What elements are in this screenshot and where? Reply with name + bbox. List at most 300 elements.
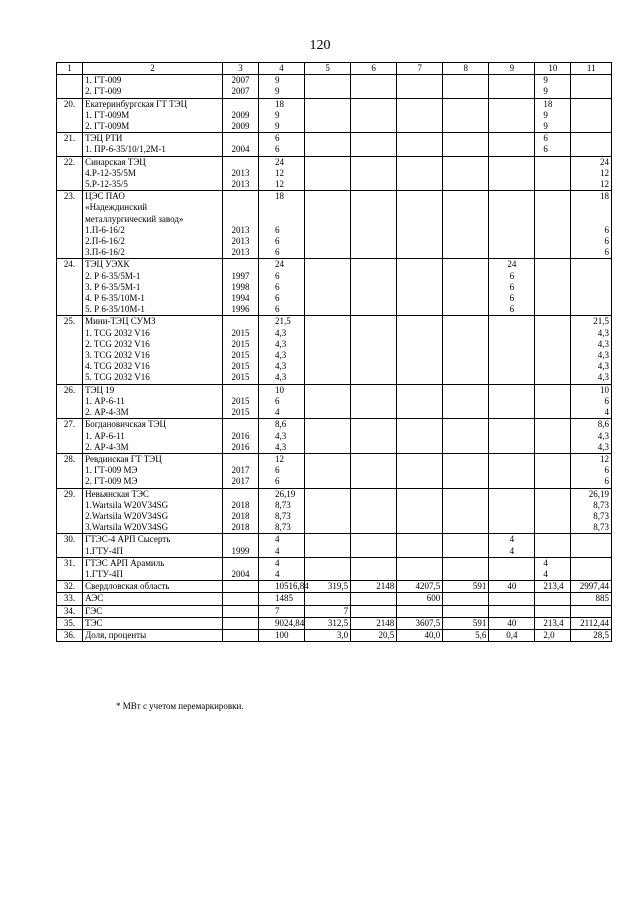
table-cell xyxy=(489,384,535,396)
table-cell: 885 xyxy=(571,593,612,605)
table-cell xyxy=(222,605,258,617)
table-cell xyxy=(57,168,83,179)
table-cell xyxy=(443,557,489,569)
table-cell: 2.Wartsila W20V34SG xyxy=(83,511,223,522)
table-cell: ТЭС xyxy=(83,617,223,629)
table-row xyxy=(57,271,612,282)
table-cell xyxy=(489,407,535,419)
table-cell: 2013 xyxy=(222,225,258,236)
table-row xyxy=(57,110,612,121)
table-cell xyxy=(305,191,351,203)
table-cell xyxy=(397,191,443,203)
table-cell xyxy=(305,156,351,168)
table-cell: 12 xyxy=(571,168,612,179)
table-cell: 100 xyxy=(259,629,305,641)
table-cell xyxy=(305,350,351,361)
table-cell: Мини-ТЭЦ СУМЗ xyxy=(83,316,223,328)
table-cell xyxy=(351,304,397,316)
table-cell xyxy=(305,133,351,145)
table-cell: 18 xyxy=(259,98,305,110)
table-cell xyxy=(571,605,612,617)
table-cell xyxy=(351,144,397,156)
table-cell xyxy=(443,282,489,293)
table-cell xyxy=(57,328,83,339)
table-cell xyxy=(305,86,351,98)
table-cell xyxy=(443,605,489,617)
table-cell xyxy=(443,546,489,558)
table-cell: 1994 xyxy=(222,293,258,304)
table-cell: 4,3 xyxy=(571,328,612,339)
table-cell: 2018 xyxy=(222,522,258,534)
table-row xyxy=(57,605,612,617)
table-cell xyxy=(443,419,489,431)
table-cell: 2015 xyxy=(222,339,258,350)
table-cell xyxy=(351,465,397,476)
table-cell: 2.П-6-16/2 xyxy=(83,236,223,247)
table-cell xyxy=(222,133,258,145)
table-cell xyxy=(489,522,535,534)
table-cell xyxy=(397,168,443,179)
table-row xyxy=(57,86,612,98)
table-cell xyxy=(351,396,397,407)
table-cell: 6 xyxy=(259,476,305,488)
table-cell xyxy=(222,593,258,605)
table-cell: Доля, проценты xyxy=(83,629,223,641)
table-cell: 2013 xyxy=(222,236,258,247)
table-cell xyxy=(443,179,489,191)
table-cell xyxy=(397,476,443,488)
table-cell xyxy=(57,372,83,384)
table-cell: 10 xyxy=(259,384,305,396)
table-cell xyxy=(351,488,397,500)
table-cell: 6 xyxy=(259,225,305,236)
table-cell xyxy=(57,465,83,476)
table-cell: 23. xyxy=(57,191,83,203)
table-cell xyxy=(443,271,489,282)
table-cell xyxy=(397,179,443,191)
table-cell: 8,73 xyxy=(571,522,612,534)
table-cell: ГТЭС АРП Арамиль xyxy=(83,557,223,569)
table-cell xyxy=(571,86,612,98)
table-cell: 6 xyxy=(571,476,612,488)
table-cell xyxy=(443,247,489,259)
table-cell xyxy=(222,617,258,629)
table-cell xyxy=(571,144,612,156)
table-cell: 1999 xyxy=(222,546,258,558)
table-cell: 5. Р 6-35/10М-1 xyxy=(83,304,223,316)
table-cell xyxy=(443,133,489,145)
table-cell xyxy=(535,168,571,179)
table-cell xyxy=(351,511,397,522)
table-cell: 6 xyxy=(571,247,612,259)
table-cell: 40,0 xyxy=(397,629,443,641)
table-cell xyxy=(222,98,258,110)
table-cell: 6 xyxy=(259,396,305,407)
table-cell: «Надеждинский xyxy=(83,202,223,213)
table-cell xyxy=(535,384,571,396)
table-cell: 2004 xyxy=(222,569,258,581)
table-row xyxy=(57,569,612,581)
table-cell xyxy=(222,453,258,465)
table-cell xyxy=(57,225,83,236)
table-cell: ТЭЦ УЭХК xyxy=(83,259,223,271)
table-cell xyxy=(305,271,351,282)
table-cell xyxy=(489,488,535,500)
table-cell: 26,19 xyxy=(571,488,612,500)
table-row xyxy=(57,593,612,605)
table-cell xyxy=(489,511,535,522)
table-cell xyxy=(443,214,489,225)
table-cell: 21,5 xyxy=(571,316,612,328)
page-number: 120 xyxy=(309,38,331,53)
table-row xyxy=(57,293,612,304)
table-cell xyxy=(222,156,258,168)
table-cell: 591 xyxy=(443,581,489,593)
table-row xyxy=(57,476,612,488)
table-cell xyxy=(57,304,83,316)
table-cell xyxy=(57,396,83,407)
table-header xyxy=(57,63,612,75)
table-cell xyxy=(489,339,535,350)
table-cell xyxy=(489,500,535,511)
table-cell xyxy=(443,156,489,168)
table-cell: 4207,5 xyxy=(397,581,443,593)
table-cell xyxy=(305,259,351,271)
table-cell xyxy=(535,522,571,534)
table-cell xyxy=(222,316,258,328)
table-cell xyxy=(222,191,258,203)
table-cell: 1996 xyxy=(222,304,258,316)
table-cell: 2007 xyxy=(222,75,258,87)
table-cell xyxy=(305,110,351,121)
table-cell xyxy=(351,202,397,213)
table-cell: 4 xyxy=(259,407,305,419)
table-cell xyxy=(222,259,258,271)
table-cell: 24 xyxy=(571,156,612,168)
table-cell xyxy=(443,236,489,247)
table-cell: 3607,5 xyxy=(397,617,443,629)
table-cell xyxy=(489,557,535,569)
table-cell xyxy=(397,339,443,350)
table-cell xyxy=(351,236,397,247)
table-cell xyxy=(351,605,397,617)
table-cell: 1. ГТ-009М xyxy=(83,110,223,121)
table-cell xyxy=(305,247,351,259)
table-cell: 2013 xyxy=(222,179,258,191)
table-cell: 7 xyxy=(305,605,351,617)
table-cell xyxy=(535,328,571,339)
table-cell xyxy=(57,361,83,372)
table-cell: 1. TCG 2032 V16 xyxy=(83,328,223,339)
table-cell: 4.Р-12-35/5М xyxy=(83,168,223,179)
table-cell: 1. АР-6-11 xyxy=(83,396,223,407)
table-cell xyxy=(571,304,612,316)
table-row xyxy=(57,75,612,87)
table-cell xyxy=(222,534,258,546)
table-cell xyxy=(57,500,83,511)
table-cell xyxy=(489,110,535,121)
table-cell xyxy=(489,328,535,339)
table-cell: 10 xyxy=(571,384,612,396)
table-cell: 18 xyxy=(571,191,612,203)
table-cell xyxy=(57,202,83,213)
table-cell: 2,0 xyxy=(535,629,571,641)
table-cell xyxy=(535,476,571,488)
table-cell xyxy=(443,225,489,236)
table-cell xyxy=(397,304,443,316)
table-cell xyxy=(535,293,571,304)
table-cell: 12 xyxy=(571,453,612,465)
table-cell xyxy=(351,110,397,121)
table-cell: 2009 xyxy=(222,110,258,121)
table-cell xyxy=(351,546,397,558)
table-cell: 6 xyxy=(571,396,612,407)
table-row xyxy=(57,629,612,641)
table-cell xyxy=(397,75,443,87)
table-cell xyxy=(443,168,489,179)
table-cell: 2. TCG 2032 V16 xyxy=(83,339,223,350)
table-cell xyxy=(305,372,351,384)
table-cell: 2013 xyxy=(222,168,258,179)
table-row xyxy=(57,328,612,339)
table-cell: 6 xyxy=(259,271,305,282)
table-cell xyxy=(305,225,351,236)
table-cell: 2016 xyxy=(222,442,258,454)
table-cell xyxy=(305,384,351,396)
table-cell: 2112,44 xyxy=(571,617,612,629)
footnote: * МВт с учетом перемаркировки. xyxy=(116,701,244,711)
table-cell xyxy=(351,191,397,203)
table-cell xyxy=(397,236,443,247)
table-body xyxy=(57,75,612,642)
table-cell: 4 xyxy=(489,534,535,546)
table-cell: 4,3 xyxy=(571,339,612,350)
table-cell xyxy=(489,179,535,191)
table-cell xyxy=(57,293,83,304)
table-cell: 2997,44 xyxy=(571,581,612,593)
table-cell: металлургический завод» xyxy=(83,214,223,225)
table-cell xyxy=(351,384,397,396)
column-header: 6 xyxy=(351,63,397,75)
table-cell: ТЭЦ РТИ xyxy=(83,133,223,145)
table-cell xyxy=(57,144,83,156)
table-cell xyxy=(397,225,443,236)
table-cell xyxy=(57,569,83,581)
table-cell: 2015 xyxy=(222,396,258,407)
table-cell xyxy=(397,328,443,339)
table-cell xyxy=(535,214,571,225)
table-cell xyxy=(305,75,351,87)
table-cell: ЦЭС ПАО xyxy=(83,191,223,203)
table-cell xyxy=(397,396,443,407)
table-cell: 6 xyxy=(489,304,535,316)
table-cell: 2016 xyxy=(222,431,258,442)
table-cell: 5. TCG 2032 V16 xyxy=(83,372,223,384)
table-row xyxy=(57,214,612,225)
table-row xyxy=(57,465,612,476)
table-cell xyxy=(305,500,351,511)
table-cell xyxy=(443,431,489,442)
table-cell xyxy=(571,271,612,282)
table-cell xyxy=(571,75,612,87)
table-cell xyxy=(443,191,489,203)
table-cell xyxy=(351,259,397,271)
table-row xyxy=(57,534,612,546)
table-cell xyxy=(571,133,612,145)
table-row xyxy=(57,453,612,465)
table-cell xyxy=(571,110,612,121)
table-cell xyxy=(489,453,535,465)
column-header: 10 xyxy=(535,63,571,75)
table-cell xyxy=(305,179,351,191)
table-cell: 30. xyxy=(57,534,83,546)
table-row xyxy=(57,407,612,419)
table-cell xyxy=(397,133,443,145)
table-row xyxy=(57,236,612,247)
table-cell xyxy=(535,605,571,617)
table-cell: 6 xyxy=(571,236,612,247)
table-cell xyxy=(351,328,397,339)
table-row xyxy=(57,304,612,316)
table-cell: 9 xyxy=(259,75,305,87)
table-cell xyxy=(305,488,351,500)
table-cell: 7 xyxy=(259,605,305,617)
table-cell xyxy=(571,293,612,304)
table-cell xyxy=(443,86,489,98)
table-cell xyxy=(351,361,397,372)
table-row xyxy=(57,144,612,156)
table-cell xyxy=(397,156,443,168)
table-cell: 1. АР-6-11 xyxy=(83,431,223,442)
table-cell: 9 xyxy=(535,86,571,98)
table-cell xyxy=(351,534,397,546)
table-cell xyxy=(351,98,397,110)
table-cell xyxy=(305,546,351,558)
table-cell: 3. Р 6-35/5М-1 xyxy=(83,282,223,293)
table-cell xyxy=(57,407,83,419)
table-cell xyxy=(489,431,535,442)
table-cell xyxy=(305,293,351,304)
table-cell xyxy=(571,546,612,558)
table-cell xyxy=(535,546,571,558)
table-cell: 8,6 xyxy=(259,419,305,431)
table-cell: АЭС xyxy=(83,593,223,605)
table-cell xyxy=(57,86,83,98)
column-header: 2 xyxy=(83,63,223,75)
table-row xyxy=(57,247,612,259)
table-cell: 312,5 xyxy=(305,617,351,629)
table-cell: 5,6 xyxy=(443,629,489,641)
table-cell xyxy=(397,500,443,511)
table-cell xyxy=(571,202,612,213)
table-row xyxy=(57,133,612,145)
table-cell xyxy=(397,384,443,396)
table-cell xyxy=(305,534,351,546)
table-row xyxy=(57,431,612,442)
table-cell xyxy=(305,316,351,328)
table-cell xyxy=(397,350,443,361)
table-cell xyxy=(489,569,535,581)
column-header: 7 xyxy=(397,63,443,75)
table-cell xyxy=(351,569,397,581)
table-cell: 2015 xyxy=(222,361,258,372)
table-cell xyxy=(535,431,571,442)
table-cell: 2015 xyxy=(222,407,258,419)
table-cell: ТЭЦ 19 xyxy=(83,384,223,396)
table-cell: 28,5 xyxy=(571,629,612,641)
table-cell xyxy=(489,350,535,361)
column-header: 4 xyxy=(259,63,305,75)
table-cell xyxy=(489,191,535,203)
table-cell xyxy=(571,214,612,225)
table-cell xyxy=(443,328,489,339)
table-cell: 22. xyxy=(57,156,83,168)
table-cell: 9 xyxy=(259,86,305,98)
table-row xyxy=(57,282,612,293)
table-cell xyxy=(305,328,351,339)
table-cell: 2015 xyxy=(222,372,258,384)
table-cell xyxy=(351,271,397,282)
table-cell: 1. ПР-6-35/10/1,2М-1 xyxy=(83,144,223,156)
table-cell: 24 xyxy=(259,259,305,271)
table-cell xyxy=(305,476,351,488)
table-cell: 1. ГТ-009 xyxy=(83,75,223,87)
table-row xyxy=(57,225,612,236)
table-cell xyxy=(489,361,535,372)
table-cell xyxy=(489,98,535,110)
table-cell: 9 xyxy=(535,75,571,87)
table-cell: 4 xyxy=(535,557,571,569)
table-cell xyxy=(489,236,535,247)
table-cell xyxy=(443,75,489,87)
table-row xyxy=(57,339,612,350)
table-cell xyxy=(57,236,83,247)
table-cell: 2. АР-4-3М xyxy=(83,407,223,419)
table-cell xyxy=(535,304,571,316)
table-cell xyxy=(443,593,489,605)
table-cell xyxy=(443,259,489,271)
table-cell xyxy=(222,214,258,225)
table-cell xyxy=(305,214,351,225)
table-cell xyxy=(489,133,535,145)
table-cell xyxy=(443,522,489,534)
table-cell xyxy=(57,476,83,488)
table-cell xyxy=(397,144,443,156)
table-cell xyxy=(57,214,83,225)
table-cell xyxy=(305,419,351,431)
table-row xyxy=(57,179,612,191)
table-cell xyxy=(397,110,443,121)
table-cell: 8,73 xyxy=(259,511,305,522)
table-cell xyxy=(535,225,571,236)
table-cell xyxy=(443,569,489,581)
table-cell: 4,3 xyxy=(259,339,305,350)
table-cell: 12 xyxy=(571,179,612,191)
table-cell xyxy=(489,593,535,605)
table-cell xyxy=(222,419,258,431)
table-cell xyxy=(443,465,489,476)
table-cell: Синарская ТЭЦ xyxy=(83,156,223,168)
table-cell: 12 xyxy=(259,453,305,465)
table-cell xyxy=(489,442,535,454)
table-cell xyxy=(305,339,351,350)
table-row xyxy=(57,546,612,558)
table-cell: 6 xyxy=(571,225,612,236)
table-cell: 6 xyxy=(489,271,535,282)
table-cell xyxy=(489,605,535,617)
table-cell: 6 xyxy=(259,144,305,156)
table-row xyxy=(57,522,612,534)
